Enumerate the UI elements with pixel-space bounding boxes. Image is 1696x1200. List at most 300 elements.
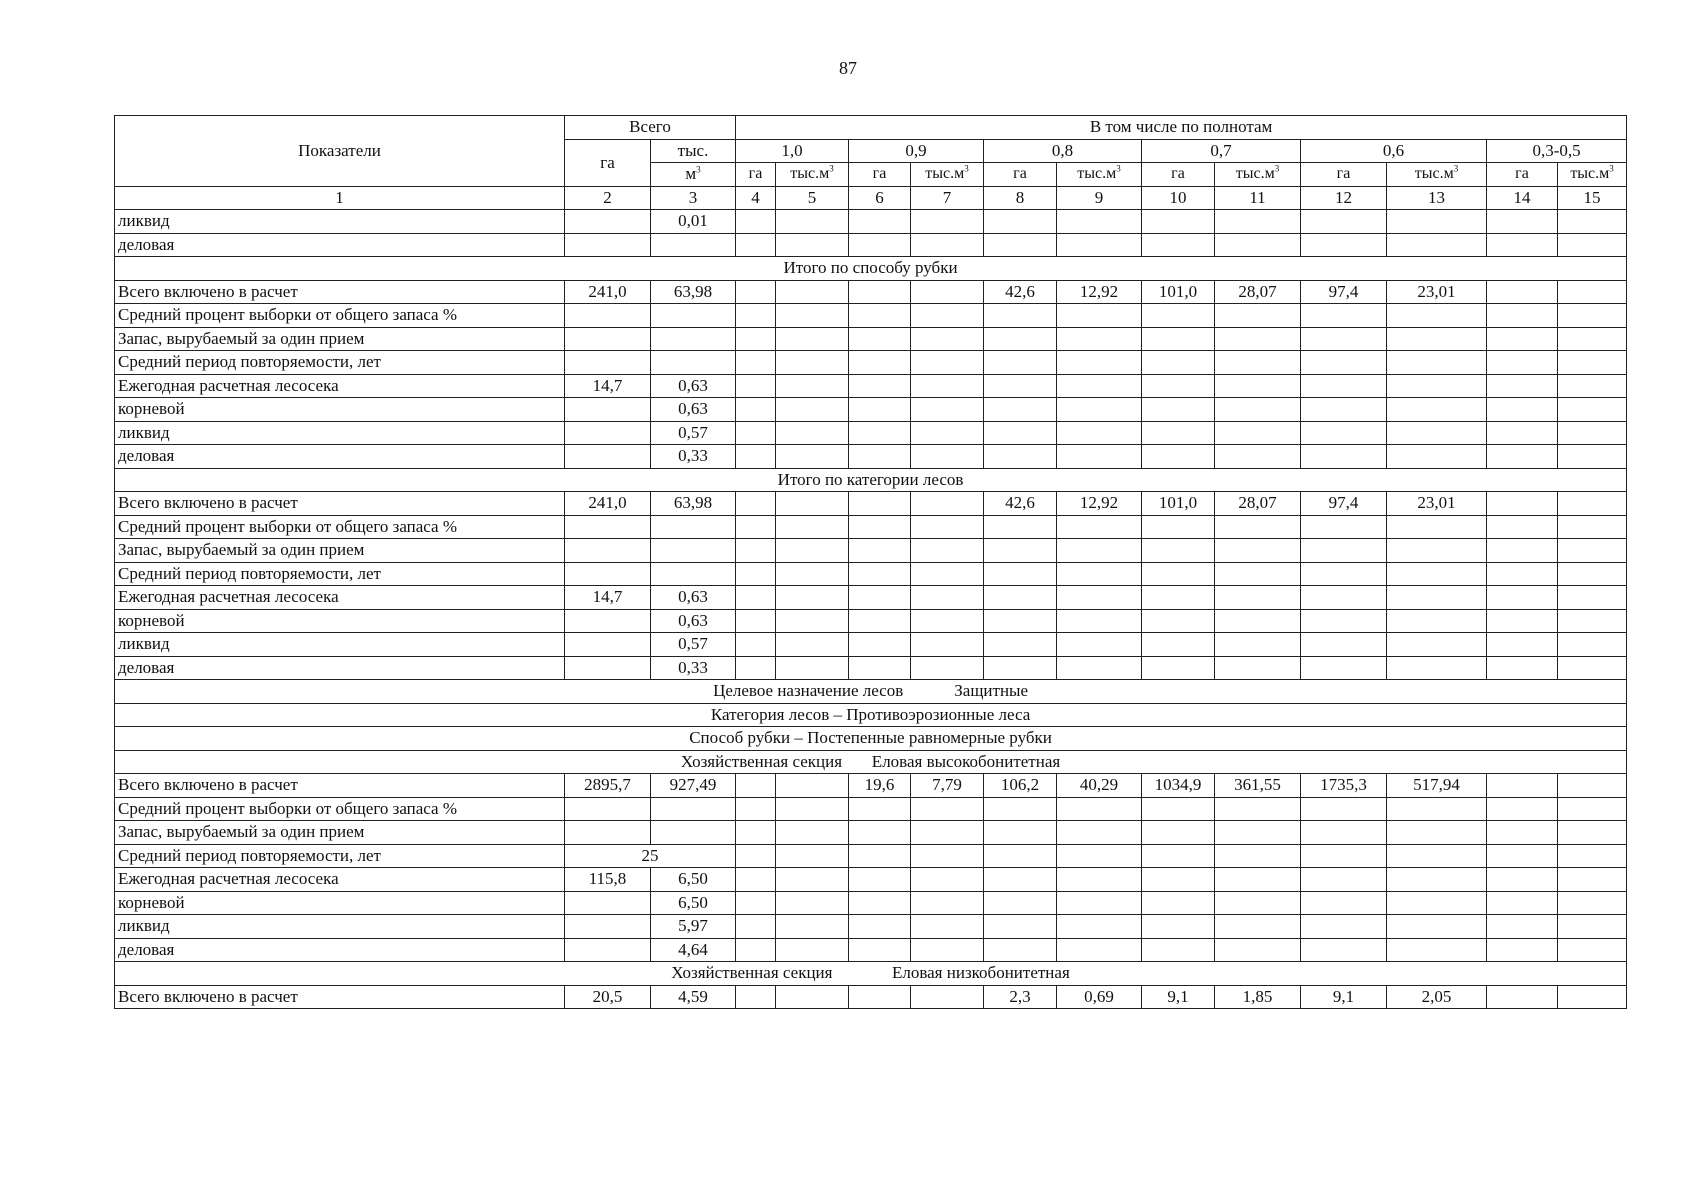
forest-table bbox=[114, 115, 1627, 1009]
table-cell bbox=[736, 844, 776, 868]
table-cell bbox=[776, 797, 849, 821]
table-cell bbox=[1301, 656, 1387, 680]
table-cell bbox=[565, 797, 651, 821]
table-cell bbox=[776, 280, 849, 304]
table-cell bbox=[984, 633, 1057, 657]
column-number: 13 bbox=[1387, 186, 1487, 210]
section-row bbox=[115, 468, 1627, 492]
column-number: 3 bbox=[651, 186, 736, 210]
table-cell bbox=[849, 539, 911, 563]
table-cell bbox=[736, 938, 776, 962]
table-cell: 2895,7 bbox=[565, 774, 651, 798]
table-cell bbox=[736, 586, 776, 610]
table-cell bbox=[1301, 327, 1387, 351]
table-cell bbox=[1487, 633, 1558, 657]
header-by-density: В том числе по полнотам bbox=[736, 116, 1627, 140]
table-cell bbox=[565, 656, 651, 680]
table-cell: 4,59 bbox=[651, 985, 736, 1009]
table-cell bbox=[1558, 398, 1627, 422]
table-cell: 1,85 bbox=[1215, 985, 1301, 1009]
table-cell bbox=[1387, 586, 1487, 610]
table-cell bbox=[1142, 915, 1215, 939]
table-cell bbox=[1215, 868, 1301, 892]
table-cell bbox=[565, 210, 651, 234]
table-cell bbox=[1487, 327, 1558, 351]
table-cell bbox=[736, 656, 776, 680]
table-cell bbox=[849, 562, 911, 586]
table-cell bbox=[565, 398, 651, 422]
section-heading: Итого по категории лесов bbox=[115, 468, 1627, 492]
table-row bbox=[115, 915, 1627, 939]
table-cell bbox=[1558, 210, 1627, 234]
table-cell: 19,6 bbox=[849, 774, 911, 798]
column-number: 10 bbox=[1142, 186, 1215, 210]
table-cell bbox=[911, 609, 984, 633]
table-cell bbox=[565, 633, 651, 657]
table-cell bbox=[651, 351, 736, 375]
section-row bbox=[115, 703, 1627, 727]
header-ha: га bbox=[984, 163, 1057, 187]
row-label: Ежегодная расчетная лесосека bbox=[115, 586, 565, 610]
table-cell bbox=[1387, 915, 1487, 939]
table-cell bbox=[911, 633, 984, 657]
table-cell bbox=[1387, 304, 1487, 328]
page-number: 87 bbox=[839, 58, 857, 78]
table-cell bbox=[1215, 327, 1301, 351]
table-cell bbox=[1057, 398, 1142, 422]
column-number: 1 bbox=[115, 186, 565, 210]
table-cell bbox=[651, 539, 736, 563]
table-cell bbox=[1142, 374, 1215, 398]
table-cell bbox=[911, 539, 984, 563]
table-cell bbox=[1057, 586, 1142, 610]
table-cell bbox=[984, 421, 1057, 445]
table-cell bbox=[776, 327, 849, 351]
table-cell bbox=[984, 515, 1057, 539]
table-cell bbox=[1387, 891, 1487, 915]
table-cell bbox=[1387, 868, 1487, 892]
table-cell: 1034,9 bbox=[1142, 774, 1215, 798]
table-cell: 0,01 bbox=[651, 210, 736, 234]
table-cell bbox=[736, 633, 776, 657]
table-cell bbox=[1558, 280, 1627, 304]
table-cell bbox=[1487, 280, 1558, 304]
column-number: 9 bbox=[1057, 186, 1142, 210]
table-cell: 23,01 bbox=[1387, 492, 1487, 516]
table-cell bbox=[736, 398, 776, 422]
table-cell bbox=[565, 233, 651, 257]
row-label: ликвид bbox=[115, 421, 565, 445]
table-cell bbox=[1487, 515, 1558, 539]
column-number: 4 bbox=[736, 186, 776, 210]
table-cell bbox=[1387, 938, 1487, 962]
table-cell bbox=[984, 445, 1057, 469]
header-density-6: 0,3-0,5 bbox=[1487, 139, 1627, 163]
table-cell bbox=[1301, 891, 1387, 915]
table-cell bbox=[911, 821, 984, 845]
section-heading: Целевое назначение лесов Защитные bbox=[115, 680, 1627, 704]
table-cell bbox=[1142, 421, 1215, 445]
table-cell bbox=[984, 210, 1057, 234]
table-cell bbox=[1215, 915, 1301, 939]
table-row bbox=[115, 938, 1627, 962]
table-cell bbox=[1142, 586, 1215, 610]
table-cell bbox=[849, 797, 911, 821]
table-cell bbox=[1487, 586, 1558, 610]
table-cell bbox=[1387, 539, 1487, 563]
table-cell bbox=[1057, 327, 1142, 351]
table-cell bbox=[984, 891, 1057, 915]
table-cell bbox=[736, 421, 776, 445]
table-cell bbox=[1057, 915, 1142, 939]
table-row bbox=[115, 774, 1627, 798]
column-number: 14 bbox=[1487, 186, 1558, 210]
table-cell bbox=[1487, 539, 1558, 563]
header-thous-m3: $тыс.м^3$ bbox=[1215, 163, 1301, 187]
table-cell bbox=[776, 515, 849, 539]
table-cell bbox=[984, 821, 1057, 845]
table-cell bbox=[1487, 891, 1558, 915]
table-cell bbox=[565, 304, 651, 328]
table-cell bbox=[1057, 633, 1142, 657]
table-cell bbox=[1558, 797, 1627, 821]
table-cell bbox=[1487, 210, 1558, 234]
table-cell bbox=[984, 327, 1057, 351]
table-cell bbox=[849, 233, 911, 257]
header-thous-m3: $тыс.м^3$ bbox=[911, 163, 984, 187]
table-cell bbox=[1215, 515, 1301, 539]
table-cell bbox=[736, 374, 776, 398]
table-cell bbox=[1558, 327, 1627, 351]
table-cell bbox=[651, 562, 736, 586]
table-cell bbox=[911, 515, 984, 539]
table-cell bbox=[1301, 421, 1387, 445]
table-cell bbox=[1057, 868, 1142, 892]
table-cell: 42,6 bbox=[984, 280, 1057, 304]
table-cell bbox=[1057, 515, 1142, 539]
table-row bbox=[115, 891, 1627, 915]
table-cell bbox=[1301, 821, 1387, 845]
table-cell bbox=[1142, 233, 1215, 257]
table-cell bbox=[911, 492, 984, 516]
table-cell bbox=[849, 985, 911, 1009]
table-cell bbox=[1215, 633, 1301, 657]
table-cell bbox=[1142, 656, 1215, 680]
table-cell bbox=[651, 821, 736, 845]
header-indicators: Показатели bbox=[115, 116, 565, 187]
table-cell bbox=[736, 515, 776, 539]
table-cell bbox=[1057, 844, 1142, 868]
row-label: Средний период повторяемости, лет bbox=[115, 844, 565, 868]
table-cell bbox=[849, 492, 911, 516]
row-label: ликвид bbox=[115, 210, 565, 234]
row-label: корневой bbox=[115, 609, 565, 633]
table-cell bbox=[1057, 656, 1142, 680]
table-cell bbox=[849, 327, 911, 351]
table-cell bbox=[1387, 609, 1487, 633]
table-cell bbox=[776, 210, 849, 234]
table-cell bbox=[651, 304, 736, 328]
table-cell: 0,63 bbox=[651, 374, 736, 398]
table-cell bbox=[776, 586, 849, 610]
table-cell bbox=[1301, 445, 1387, 469]
table-cell bbox=[1487, 398, 1558, 422]
table-row bbox=[115, 586, 1627, 610]
table-cell: 42,6 bbox=[984, 492, 1057, 516]
table-cell bbox=[1142, 868, 1215, 892]
table-cell bbox=[1487, 868, 1558, 892]
table-cell bbox=[849, 821, 911, 845]
row-label: Средний период повторяемости, лет bbox=[115, 562, 565, 586]
table-cell bbox=[736, 280, 776, 304]
table-cell bbox=[984, 656, 1057, 680]
table-row bbox=[115, 844, 1627, 868]
table-cell bbox=[1142, 562, 1215, 586]
table-cell bbox=[849, 868, 911, 892]
table-cell bbox=[1057, 304, 1142, 328]
table-cell bbox=[1387, 656, 1487, 680]
column-number: 8 bbox=[984, 186, 1057, 210]
table-cell bbox=[1558, 868, 1627, 892]
table-cell bbox=[1487, 938, 1558, 962]
table-cell bbox=[651, 515, 736, 539]
table-cell bbox=[984, 844, 1057, 868]
table-cell bbox=[1387, 797, 1487, 821]
table-cell bbox=[1142, 891, 1215, 915]
header-ha: га bbox=[1142, 163, 1215, 187]
table-cell: 0,33 bbox=[651, 445, 736, 469]
table-cell bbox=[1215, 586, 1301, 610]
row-label: Всего включено в расчет bbox=[115, 280, 565, 304]
table-cell: 12,92 bbox=[1057, 492, 1142, 516]
header-density-5: 0,6 bbox=[1301, 139, 1487, 163]
table-cell bbox=[1215, 445, 1301, 469]
table-cell bbox=[1215, 351, 1301, 375]
table-cell bbox=[849, 280, 911, 304]
table-cell: 106,2 bbox=[984, 774, 1057, 798]
table-cell bbox=[849, 515, 911, 539]
table-cell bbox=[849, 609, 911, 633]
table-cell bbox=[849, 891, 911, 915]
merged-cell: 25 bbox=[565, 844, 736, 868]
table-cell bbox=[1057, 891, 1142, 915]
table-cell bbox=[911, 656, 984, 680]
table-cell bbox=[1215, 210, 1301, 234]
table-cell bbox=[736, 233, 776, 257]
table-row bbox=[115, 304, 1627, 328]
table-cell bbox=[849, 656, 911, 680]
column-number: 12 bbox=[1301, 186, 1387, 210]
table-cell: 4,64 bbox=[651, 938, 736, 962]
table-cell bbox=[1301, 304, 1387, 328]
table-cell bbox=[736, 609, 776, 633]
row-label: Средний процент выборки от общего запаса % bbox=[115, 304, 565, 328]
table-cell bbox=[1142, 797, 1215, 821]
table-cell bbox=[1558, 821, 1627, 845]
table-cell bbox=[1387, 351, 1487, 375]
table-cell bbox=[1487, 374, 1558, 398]
table-cell bbox=[849, 633, 911, 657]
table-cell bbox=[651, 233, 736, 257]
table-cell bbox=[911, 868, 984, 892]
table-cell bbox=[776, 938, 849, 962]
table-cell bbox=[984, 586, 1057, 610]
table-cell bbox=[1387, 374, 1487, 398]
table-cell bbox=[1057, 821, 1142, 845]
table-cell: 101,0 bbox=[1142, 492, 1215, 516]
table-cell bbox=[651, 327, 736, 351]
row-label: Запас, вырубаемый за один прием bbox=[115, 821, 565, 845]
table-cell: 0,69 bbox=[1057, 985, 1142, 1009]
header-thous-m3: $тыс.м^3$ bbox=[1057, 163, 1142, 187]
table-cell bbox=[911, 985, 984, 1009]
table-cell bbox=[736, 915, 776, 939]
table-cell bbox=[565, 445, 651, 469]
table-cell: 40,29 bbox=[1057, 774, 1142, 798]
table-cell bbox=[849, 374, 911, 398]
table-cell bbox=[1057, 421, 1142, 445]
table-cell bbox=[1387, 515, 1487, 539]
header-density-4: 0,7 bbox=[1142, 139, 1301, 163]
table-cell bbox=[1057, 445, 1142, 469]
row-label: деловая bbox=[115, 445, 565, 469]
section-heading: Хозяйственная секция Еловая низкобонитетная bbox=[115, 962, 1627, 986]
table-cell bbox=[849, 445, 911, 469]
header-thous-m3: $тыс.м^3$ bbox=[776, 163, 849, 187]
row-label: Запас, вырубаемый за один прием bbox=[115, 327, 565, 351]
header-ha: га bbox=[1301, 163, 1387, 187]
table-row bbox=[115, 351, 1627, 375]
row-label: Запас, вырубаемый за один прием bbox=[115, 539, 565, 563]
table-cell bbox=[984, 233, 1057, 257]
table-cell bbox=[1301, 374, 1387, 398]
table-cell: 241,0 bbox=[565, 280, 651, 304]
table-cell bbox=[776, 539, 849, 563]
table-cell: 63,98 bbox=[651, 492, 736, 516]
column-number: 15 bbox=[1558, 186, 1627, 210]
table-cell: 97,4 bbox=[1301, 492, 1387, 516]
table-cell bbox=[984, 374, 1057, 398]
table-cell bbox=[911, 421, 984, 445]
table-cell bbox=[565, 351, 651, 375]
table-cell: 2,3 bbox=[984, 985, 1057, 1009]
table-cell bbox=[1487, 233, 1558, 257]
table-cell bbox=[849, 304, 911, 328]
table-row bbox=[115, 210, 1627, 234]
table-cell bbox=[1215, 844, 1301, 868]
section-row bbox=[115, 962, 1627, 986]
table-cell bbox=[1301, 539, 1387, 563]
row-label: деловая bbox=[115, 233, 565, 257]
table-cell bbox=[1487, 421, 1558, 445]
table-cell bbox=[849, 351, 911, 375]
table-cell bbox=[651, 797, 736, 821]
table-cell bbox=[1487, 821, 1558, 845]
table-cell bbox=[1487, 656, 1558, 680]
table-cell bbox=[1301, 938, 1387, 962]
table-cell bbox=[1558, 374, 1627, 398]
table-row bbox=[115, 492, 1627, 516]
table-row bbox=[115, 562, 1627, 586]
table-cell bbox=[776, 656, 849, 680]
table-cell bbox=[565, 327, 651, 351]
table-cell: 101,0 bbox=[1142, 280, 1215, 304]
table-cell bbox=[1558, 539, 1627, 563]
table-cell bbox=[1558, 351, 1627, 375]
table-cell bbox=[984, 398, 1057, 422]
table-cell bbox=[1387, 398, 1487, 422]
table-cell: 9,1 bbox=[1301, 985, 1387, 1009]
table-cell: 5,97 bbox=[651, 915, 736, 939]
table-cell bbox=[1142, 351, 1215, 375]
section-heading: Хозяйственная секция Еловая высокобонитетная bbox=[115, 750, 1627, 774]
table-cell bbox=[1215, 797, 1301, 821]
table-row bbox=[115, 421, 1627, 445]
table-cell bbox=[849, 421, 911, 445]
table-row bbox=[115, 868, 1627, 892]
table-cell bbox=[911, 915, 984, 939]
table-cell bbox=[1057, 374, 1142, 398]
table-cell bbox=[1558, 515, 1627, 539]
table-cell bbox=[1142, 398, 1215, 422]
table-cell: 63,98 bbox=[651, 280, 736, 304]
table-cell bbox=[776, 304, 849, 328]
table-cell bbox=[1558, 938, 1627, 962]
table-cell bbox=[1301, 562, 1387, 586]
table-cell bbox=[911, 938, 984, 962]
table-row bbox=[115, 656, 1627, 680]
table-cell bbox=[849, 938, 911, 962]
table-cell bbox=[736, 821, 776, 845]
table-cell bbox=[849, 398, 911, 422]
table-body bbox=[115, 210, 1627, 1009]
table-cell bbox=[911, 351, 984, 375]
row-label: деловая bbox=[115, 938, 565, 962]
header-thous-m3: $тыс.м^3$ bbox=[1558, 163, 1627, 187]
header-ha: га bbox=[1487, 163, 1558, 187]
column-numbers-row bbox=[115, 186, 1627, 210]
table-cell bbox=[736, 210, 776, 234]
table-cell: 0,63 bbox=[651, 398, 736, 422]
table-row bbox=[115, 539, 1627, 563]
table-cell bbox=[1301, 210, 1387, 234]
table-cell: 12,92 bbox=[1057, 280, 1142, 304]
table-cell bbox=[1057, 210, 1142, 234]
table-cell bbox=[1387, 844, 1487, 868]
table-cell bbox=[1215, 398, 1301, 422]
table-header bbox=[115, 116, 1627, 210]
table-cell bbox=[1057, 351, 1142, 375]
table-cell: 1735,3 bbox=[1301, 774, 1387, 798]
table-cell bbox=[911, 304, 984, 328]
table-cell bbox=[1487, 609, 1558, 633]
table-cell: 517,94 bbox=[1387, 774, 1487, 798]
table-cell bbox=[565, 938, 651, 962]
section-heading: Категория лесов – Противоэрозионные леса bbox=[115, 703, 1627, 727]
table-cell bbox=[1558, 233, 1627, 257]
table-cell bbox=[1142, 210, 1215, 234]
column-number: 11 bbox=[1215, 186, 1301, 210]
table-cell bbox=[1387, 210, 1487, 234]
table-cell bbox=[565, 421, 651, 445]
row-label: Ежегодная расчетная лесосека bbox=[115, 868, 565, 892]
table-cell bbox=[1215, 539, 1301, 563]
table-cell bbox=[911, 445, 984, 469]
table-cell bbox=[849, 844, 911, 868]
row-label: Ежегодная расчетная лесосека bbox=[115, 374, 565, 398]
table-cell bbox=[984, 304, 1057, 328]
table-cell bbox=[1215, 304, 1301, 328]
